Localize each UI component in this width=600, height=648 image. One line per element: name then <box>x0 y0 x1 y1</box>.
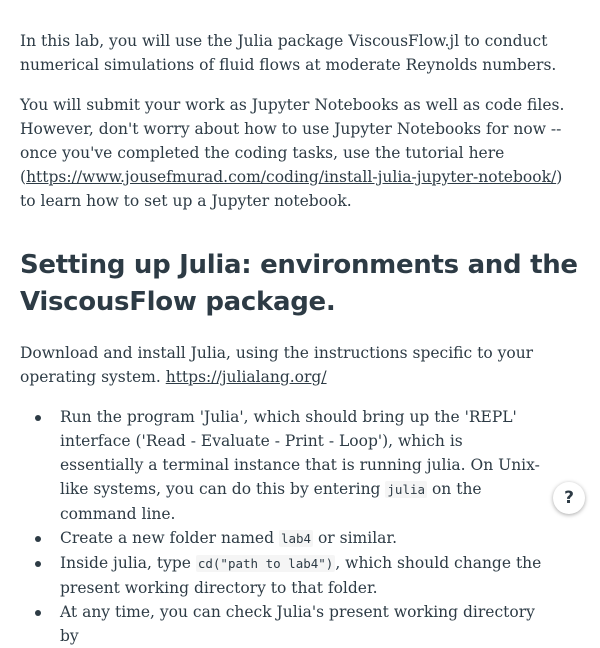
step-text: At any time, you can check Julia's present working directory by <box>60 603 535 645</box>
jupyter-text-after: ) to learn how to set up a Jupyter notebook. <box>20 168 563 210</box>
list-item <box>60 526 550 551</box>
jupyter-tutorial-link[interactable]: https://www.jousefmurad.com/coding/install-julia-jupyter-notebook/ <box>26 168 557 186</box>
list-item <box>60 405 550 526</box>
download-text: Download and install Julia, using the instructions specific to your operating system. <box>20 344 534 386</box>
step-text: or similar. <box>313 529 398 547</box>
bullet-icon <box>35 415 41 421</box>
intro-paragraph: In this lab, you will use the Julia package ViscousFlow.jl to conduct numerical simulations of fluid flows at moderate Reynolds numbers. <box>20 32 557 74</box>
step-text: Inside julia, type <box>60 554 196 572</box>
section-heading: Setting up Julia: environments and the ViscousFlow package. <box>20 250 578 317</box>
list-item <box>60 600 550 648</box>
jupyter-text-before: You will submit your work as Jupyter Notebooks as well as code files. However, don't worry about how to use Jupyter Notebooks for now -- once you've completed the coding tasks, use the tutorial here ( <box>20 96 565 186</box>
page-content <box>20 29 580 648</box>
inline-code: cd("path to lab4") <box>197 556 334 571</box>
list-item <box>60 551 550 600</box>
download-paragraph <box>20 341 580 389</box>
inline-code: lab4 <box>280 531 312 546</box>
bullet-icon <box>35 610 41 616</box>
bullet-icon <box>35 561 41 567</box>
inline-code: julia <box>387 482 426 497</box>
question-mark-icon: ? <box>564 488 574 508</box>
step-text: Run the program 'Julia', which should bring up the 'REPL' interface ('Read - Evaluate - Print - Loop'), which is essentially a terminal instance that is running julia. On Unix-like systems, you can do this by entering <box>60 408 540 498</box>
julialang-link[interactable]: https://julialang.org/ <box>165 368 327 386</box>
help-button[interactable] <box>553 482 585 514</box>
bullet-icon <box>35 536 41 542</box>
jupyter-paragraph <box>20 93 580 213</box>
step-text: on the command line. <box>60 480 482 523</box>
step-text: , which should change the present working directory to that folder. <box>60 554 542 597</box>
step-text: Create a new folder named <box>60 529 279 547</box>
setup-steps-list <box>20 405 580 648</box>
